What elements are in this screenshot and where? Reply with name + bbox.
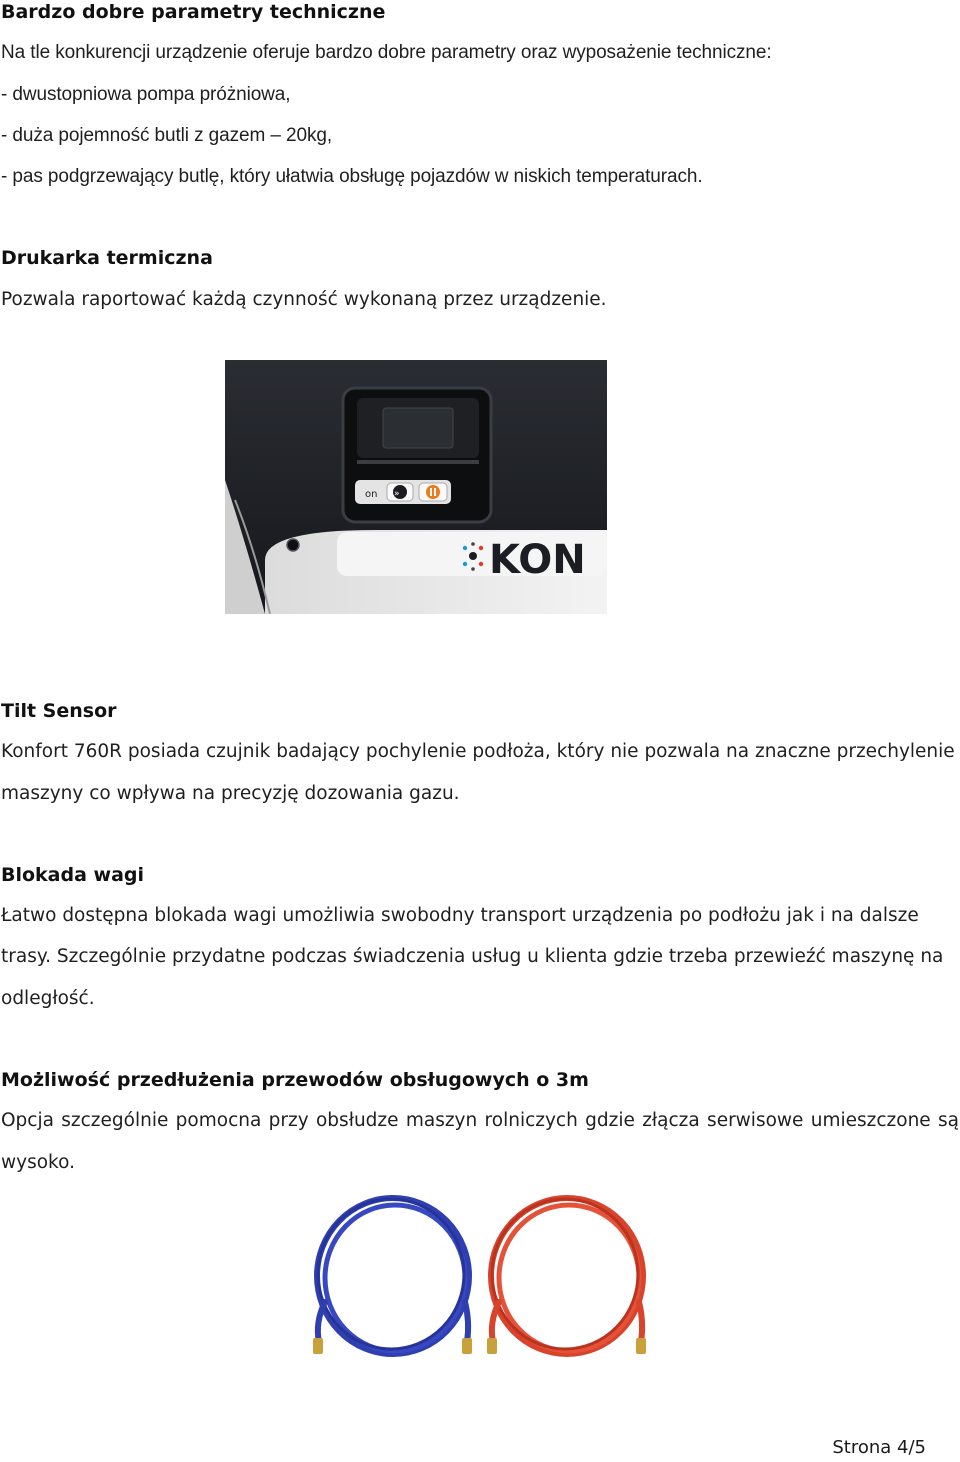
printer-on-label: on [365, 489, 378, 500]
tech-intro: Na tle konkurencji urządzenie oferuje bardzo dobre parametry oraz wyposażenie techniczne: [1, 42, 772, 63]
heading-scale-lock: Blokada wagi [1, 864, 145, 886]
tech-item: - dwustopniowa pompa próżniowa, [1, 84, 291, 105]
scale-lock-line: Łatwo dostępna blokada wagi umożliwia swobodny transport urządzenia po podłożu jak i na dalsze [1, 905, 919, 926]
blue-hose [317, 1198, 469, 1354]
thermal-printer-photo [225, 360, 607, 614]
service-hoses-photo [305, 1192, 655, 1372]
heading-tilt-sensor: Tilt Sensor [1, 700, 117, 722]
heading-tech-params: Bardzo dobre parametry techniczne [1, 1, 386, 23]
tilt-line: Konfort 760R posiada czujnik badający pochylenie podłoża, który nie pozwala na znaczne przechylenie [1, 741, 955, 762]
heading-hose-extension: Możliwość przedłużenia przewodów obsługowych o 3m [1, 1069, 589, 1091]
red-hose [491, 1198, 643, 1354]
tech-item: - pas podgrzewający butlę, który ułatwia obsługę pojazdów w niskich temperaturach. [1, 166, 703, 187]
brand-wordmark: KON [489, 537, 586, 583]
tilt-line: maszyny co wpływa na precyzję dozowania gazu. [1, 783, 460, 804]
heading-thermal-printer: Drukarka termiczna [1, 247, 213, 269]
hoses-line: Opcja szczególnie pomocna przy obsłudze maszyn rolniczych gdzie złącza serwisowe umieszczone są [1, 1110, 959, 1131]
svg-text:»: » [394, 489, 400, 499]
tech-item: - duża pojemność butli z gazem – 20kg, [1, 125, 332, 146]
scale-lock-line: odległość. [1, 988, 95, 1009]
printer-text: Pozwala raportować każdą czynność wykonaną przez urządzenie. [1, 289, 607, 310]
page-number: Strona 4/5 [832, 1437, 926, 1458]
hoses-line: wysoko. [1, 1152, 75, 1173]
scale-lock-line: trasy. Szczególnie przydatne podczas świadczenia usług u klienta gdzie trzeba przewieźć maszynę na [1, 946, 944, 967]
